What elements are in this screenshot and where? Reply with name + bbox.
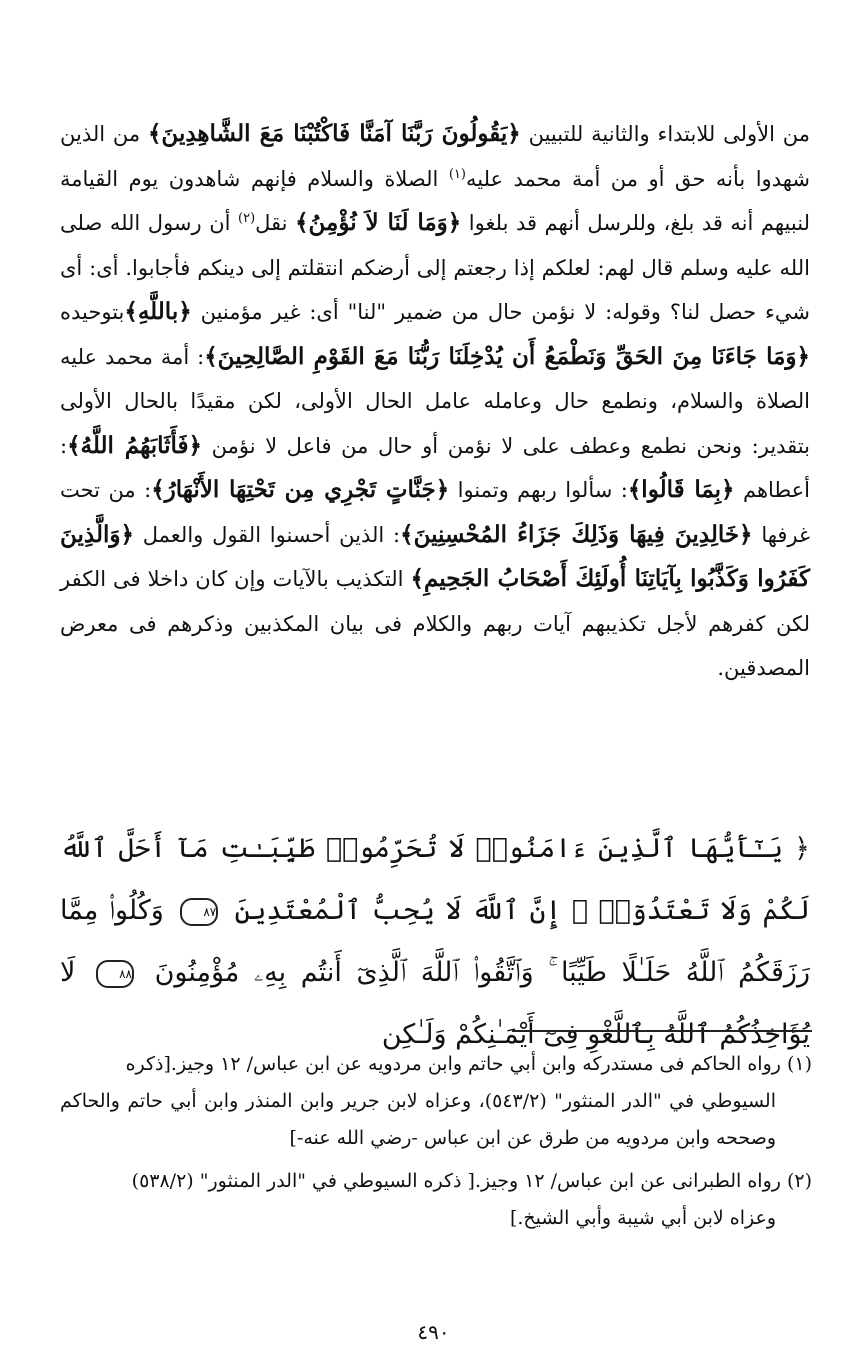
quran-quote: ﴿بِمَا قَالُوا﴾	[627, 476, 735, 503]
body-text-run: من الذين شهدوا بأنه حق أو من أمة محمد عليه	[60, 122, 810, 191]
quran-verse-block	[60, 818, 810, 1066]
body-text-run: : من تحت غرفها	[60, 478, 810, 547]
footnote-continuation: السيوطي في "الدر المنثور" (٥٤٣/٢)، وعزاه لابن جرير وابن المنذر وابن أبي حاتم والحاكم وصححه وابن مردويه من طرق عن ابن عباس -رضي الله عنه-]	[60, 1090, 776, 1149]
quran-quote: ﴿باللَّهِ﴾	[124, 298, 192, 325]
body-text-run: أن رسول الله صلى الله عليه وسلم قال لهم: لعلكم إذا رجعتم إلى أرضكم انتقلتم إلى دينكم فأجابوا. أى: أى شيء حصل لنا؟ وقوله: لا نؤمن حال من ضمير "لنا" أى: غير مؤمنين	[60, 211, 810, 324]
quran-quote: ﴿يَقُولُونَ رَبَّنَا آمَنَّا فَاكْتُبْنَا مَعَ الشَّاهِدِينَ﴾	[147, 120, 521, 147]
footnote-ref[interactable]: (١)	[448, 166, 466, 182]
body-text-run: : سألوا ربهم وتمنوا	[457, 478, 628, 502]
verse-text: ﴿ يَـٰٓأَيُّهَا ٱلَّذِينَ ءَامَنُوا۟ لَا تُحَرِّمُوا۟ طَيِّبَـٰتِ مَآ أَحَلَّ ٱللَّهُ لَكُمْ وَلَا تَعْتَدُوٓا۟ ۚ إِنَّ ٱللَّهَ لَا يُحِبُّ ٱلْمُعْتَدِينَ	[60, 833, 810, 926]
body-text-run: الصلاة والسلام فإنهم شاهدون يوم القيامة لنبيهم أنه قد بلغ، وللرسل أنهم قد بلغوا	[60, 166, 810, 235]
quran-quote: ﴿خَالِدِينَ فِيهَا وَذَلِكَ جَزَاءُ المُحْسِنِينَ﴾	[400, 520, 753, 548]
quran-quote: ﴿وَالَّذِينَ كَفَرُوا وَكَذَّبُوا بِآيَاتِنَا أُولَئِكَ أَصْحَابُ الجَحِيمِ﴾	[60, 520, 810, 592]
body-text-run: التكذيب بالآيات وإن كان داخلا فى الكفر لكن كفرهم لأجل تكذيبهم آيات ربهم والكلام فى بيان المكذبين وذكرهم فى معرض المصدقين.	[60, 567, 810, 680]
footnote-text: رواه الطبرانى عن ابن عباس/ ١٢ وجيز.[ ذكره السيوطي في "الدر المنثور" (٥٣٨/٢)	[131, 1170, 781, 1192]
verse-text: وَكُلُوا۟ مِمَّا رَزَقَكُمُ ٱللَّهُ حَلَـٰلًا طَيِّبًا ۚ وَٱتَّقُوا۟ ٱللَّهَ ٱلَّذِىٓ أَنتُم بِهِۦ مُؤْمِنُونَ	[60, 895, 810, 988]
body-text-run: : الذين أحسنوا القول والعمل	[142, 522, 401, 547]
body-text-run: من الأولى للابتداء والثانية للتبيين	[528, 122, 810, 146]
footnote-divider	[512, 1030, 812, 1032]
footnote-number: (١)	[786, 1053, 812, 1075]
body-text-run: نقل	[255, 211, 288, 235]
footnote	[60, 1046, 812, 1157]
footnote-text: رواه الحاكم فى مستدركه وابن أبي حاتم وابن مردويه عن ابن عباس/ ١٢ وجيز.[ذكره	[125, 1053, 781, 1075]
tafsir-paragraph	[60, 112, 810, 691]
footnote-number: (٢)	[786, 1170, 812, 1192]
footnote-continuation: وعزاه لابن أبي شيبة وأبي الشيخ.]	[509, 1207, 776, 1229]
ayah-number-marker: ٨٨	[96, 960, 134, 988]
verse-text: لَا يُؤَاخِذُكُمُ ٱللَّهُ بِٱللَّغْوِ فِىٓ أَيْمَـٰنِكُمْ وَلَـٰكِن	[60, 957, 810, 1050]
footnote-ref[interactable]: (٢)	[238, 211, 256, 226]
ayah-number-marker: ٨٧	[180, 898, 218, 926]
body-text-run: : أعطاهم	[60, 433, 811, 502]
body-text-run: : أمة محمد عليه الصلاة والسلام، ونطمع حال وعامله عامل الحال الأولى، لكن مقيدًا بالحال الأولى بتقدير: ونحن نطمع وعطف على لا نؤمن أو حال من فاعل لا نؤمن	[60, 344, 810, 458]
footnotes	[60, 1046, 812, 1243]
quran-quote: ﴿وَمَا جَاءَنَا مِنَ الحَقِّ وَنَطْمَعُ أَن يُدْخِلَنَا رَبُّنَا مَعَ القَوْمِ الصَّالِحِينَ﴾	[204, 342, 810, 370]
body-text-run: بتوحيده	[60, 300, 125, 324]
page-number: ٤٩٠	[417, 1320, 450, 1344]
footnote	[60, 1163, 812, 1237]
quran-quote: ﴿فَأَثَابَهُمُ اللَّهُ﴾	[67, 431, 203, 459]
tafsir-body	[60, 112, 810, 691]
quran-quote: ﴿جَنَّاتٍ تَجْرِي مِن تَحْتِهَا الأَنْهَارُ﴾	[151, 476, 450, 503]
quran-quote: ﴿وَمَا لَنَا لاَ نُؤْمِنُ﴾	[295, 209, 462, 236]
quran-verse	[60, 818, 810, 1066]
